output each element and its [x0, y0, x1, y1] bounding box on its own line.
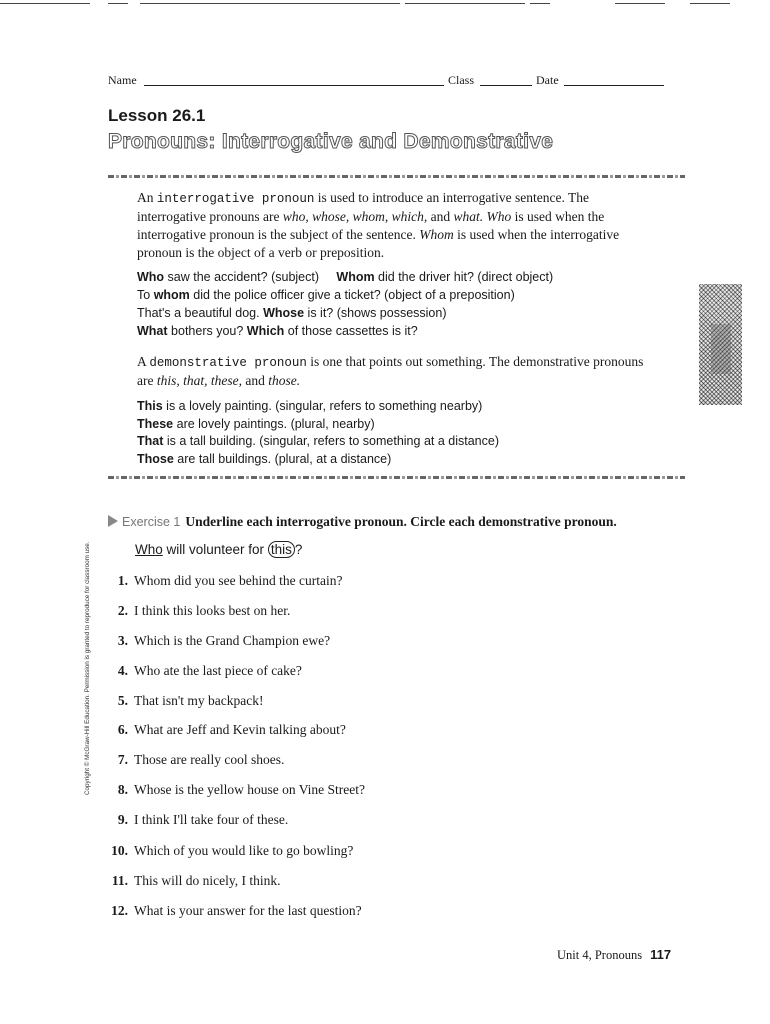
example-pronoun: whom [153, 288, 190, 302]
item-number: 5. [117, 693, 128, 708]
class-label: Class [448, 73, 475, 87]
example-text: is it? (shows possession) [304, 306, 447, 320]
exercise-arrow-icon [108, 515, 118, 527]
example-text: is a lovely painting. (singular, refers to something nearby) [162, 399, 483, 413]
item-sentence: Who ate the last piece of cake? [134, 663, 302, 678]
item-sentence: Whom did you see behind the curtain? [134, 573, 343, 588]
demonstrative-example-line [137, 416, 677, 434]
item-sentence: I think this looks best on her. [134, 603, 291, 618]
example-text: saw the accident? (subject) [164, 270, 337, 284]
page-title: Pronouns: Interrogative and Demonstrative [108, 130, 554, 153]
exercise-item [100, 873, 520, 889]
lesson-number: Lesson 26.1 [108, 106, 206, 125]
example-pronoun: That [137, 434, 164, 448]
example-pronoun: This [137, 399, 163, 413]
date-label: Date [536, 73, 559, 87]
copyright-note: Copyright © McGraw-Hill Education. Permission is granted to reproduce for classroom use. [84, 541, 91, 795]
example-text: did the driver hit? (direct object) [374, 270, 554, 284]
item-number: 11. [111, 873, 128, 888]
exercise-item [100, 633, 520, 649]
name-label: Name [108, 73, 137, 87]
date-blank [564, 85, 664, 86]
item-number: 9. [117, 812, 128, 827]
bottom-divider [108, 476, 685, 479]
example-text: bothers you? [167, 324, 247, 338]
item-sentence: Whose is the yellow house on Vine Street? [134, 782, 366, 797]
item-number: 1. [117, 573, 128, 588]
exercise-item [100, 722, 520, 738]
item-number: 4. [117, 663, 128, 678]
exercise-item [100, 782, 520, 798]
item-number: 3. [117, 633, 128, 648]
exercise-item [100, 603, 520, 619]
demonstrative-example-line [137, 398, 677, 416]
interrogative-example-line [137, 323, 677, 341]
item-number: 12. [111, 903, 128, 918]
scan-edge-marks [0, 3, 770, 7]
example-pronoun: Which [246, 324, 285, 338]
exercise-item [100, 573, 520, 589]
top-divider [108, 175, 685, 178]
interrogative-example-line [137, 269, 677, 287]
example-text: is a tall building. (singular, refers to something at a distance) [163, 434, 499, 448]
example-text: of those cassettes is it? [284, 324, 418, 338]
item-sentence: This will do nicely, I think. [134, 873, 281, 888]
exercise-instruction: Underline each interrogative pronoun. Circle each demonstrative pronoun. [185, 514, 617, 529]
footer-unit: Unit 4, Pronouns [557, 948, 643, 962]
item-sentence: I think I'll take four of these. [134, 812, 289, 827]
exercise-item [100, 752, 520, 768]
exercise-item [100, 693, 520, 709]
example-pronoun: Those [137, 452, 174, 466]
example-end: ? [294, 542, 303, 557]
example-text: are lovely paintings. (plural, nearby) [173, 417, 375, 431]
interrogative-example-line [137, 305, 677, 323]
section-tab-image [699, 284, 742, 405]
item-sentence: Those are really cool shoes. [134, 752, 285, 767]
exercise-label: Exercise 1 [122, 515, 181, 529]
example-prefix: That's a beautiful dog. [137, 306, 264, 320]
example-circled-word: this [268, 541, 295, 558]
example-pronoun: Whose [263, 306, 305, 320]
item-number: 8. [117, 782, 128, 797]
example-pronoun: Whom [336, 270, 375, 284]
example-pronoun: These [137, 417, 174, 431]
exercise-item [100, 663, 520, 679]
demonstrative-example-line [137, 451, 677, 469]
item-sentence: What are Jeff and Kevin talking about? [134, 722, 346, 737]
page-footer [557, 947, 671, 963]
demonstrative-example-line [137, 433, 677, 451]
name-blank [144, 85, 444, 86]
item-number: 10. [111, 843, 128, 858]
item-number: 7. [117, 752, 128, 767]
example-text: did the police officer give a ticket? (object of a preposition) [189, 288, 515, 302]
item-sentence: What is your answer for the last question? [134, 903, 362, 918]
exercise-heading [108, 514, 617, 530]
item-sentence: Which of you would like to go bowling? [134, 843, 354, 858]
example-pronoun: What [137, 324, 168, 338]
example-pronoun: Who [137, 270, 165, 284]
exercise-item [100, 903, 520, 919]
page-number: 117 [650, 947, 672, 962]
item-number: 6. [117, 722, 128, 737]
item-sentence: That isn't my backpack! [134, 693, 264, 708]
exercise-item [100, 812, 520, 828]
demonstrative-definition: A demonstrative pronoun is one that points out something. The demonstrative pronouns are this, that, these, and those. [137, 354, 644, 388]
interrogative-example-line [137, 287, 677, 305]
example-text: are tall buildings. (plural, at a distance) [173, 452, 392, 466]
example-middle-text: will volunteer for [162, 542, 268, 557]
exercise-item [100, 843, 520, 859]
exercise-example [135, 542, 302, 557]
item-sentence: Which is the Grand Champion ewe? [134, 633, 331, 648]
interrogative-definition: An interrogative pronoun is used to introduce an interrogative sentence. The interrogative pronouns are who, whose, whom, which, and what. Who is used when the interrogative pronoun is the subject of the sentence. Whom is used when the interrogative pronoun is the object of a verb or preposition. [137, 190, 620, 260]
item-number: 2. [117, 603, 128, 618]
example-prefix: To [137, 288, 154, 302]
class-blank [480, 85, 532, 86]
example-underlined-word: Who [135, 542, 163, 557]
